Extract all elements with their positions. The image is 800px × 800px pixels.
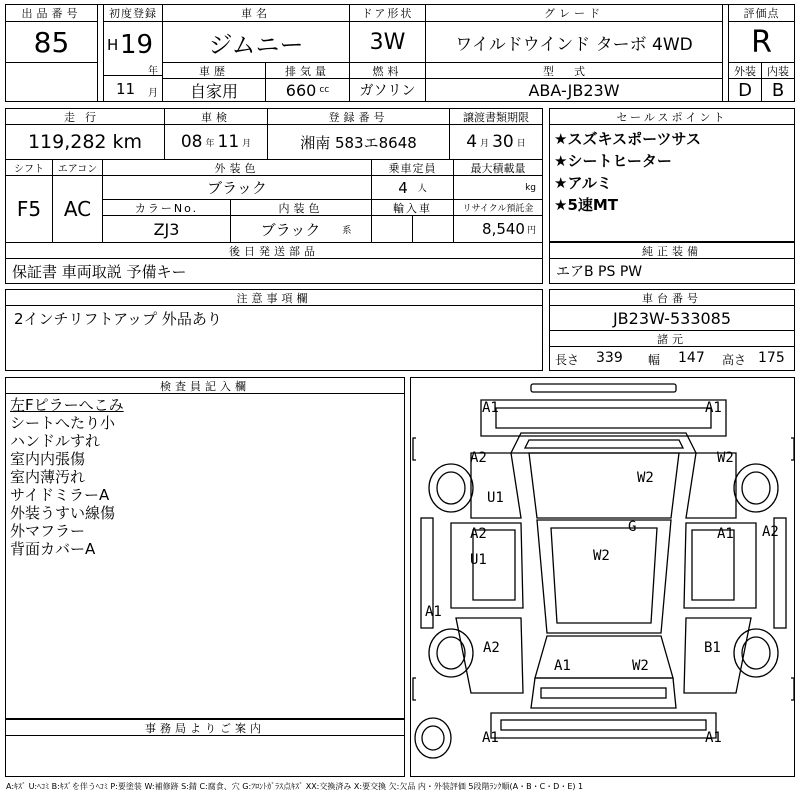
genuine-equipment: エアB PS PW	[549, 258, 795, 284]
car-diagram	[410, 377, 795, 777]
transfer-month-unit: 月	[480, 138, 490, 149]
damage-mark: A1	[425, 604, 442, 620]
lot-no: 85	[5, 21, 98, 63]
int-color-label: 内装色	[230, 199, 372, 216]
plate-number: 湘南 583エ8648	[267, 124, 450, 160]
damage-mark: W2	[593, 548, 610, 564]
color-label: 外装色	[102, 159, 372, 176]
first-reg-box	[103, 21, 163, 102]
damage-mark: A2	[470, 526, 487, 542]
score-label: 評価点	[728, 4, 795, 22]
inspector-note: ハンドルすれ	[10, 432, 101, 450]
era: H	[107, 36, 119, 54]
recycle-box	[453, 215, 543, 243]
transfer-label: 譲渡書類期限	[449, 108, 543, 125]
color: ブラック	[102, 175, 372, 200]
damage-mark: W2	[637, 470, 654, 486]
color-no-label: カラーNo.	[102, 199, 231, 216]
reg-month-unit: 月	[148, 88, 158, 99]
transfer-month: 4	[466, 132, 478, 152]
damage-mark: A2	[483, 640, 500, 656]
car-name-label: 車名	[162, 4, 350, 22]
door-type: 3W	[349, 21, 426, 63]
width-label: 幅	[648, 353, 661, 367]
dims-box	[549, 346, 795, 371]
inspector-box	[5, 393, 405, 719]
interior-grade: B	[761, 78, 795, 102]
import-box	[371, 215, 413, 243]
sales-point: ★スズキスポーツサス	[554, 130, 701, 148]
sales-point: ★アルミ	[554, 174, 612, 192]
chassis-label: 車台番号	[549, 289, 795, 306]
score: R	[728, 21, 795, 63]
capacity-box	[371, 175, 454, 200]
damage-mark: U1	[487, 490, 504, 506]
height-label: 高さ	[722, 353, 747, 367]
damage-mark: A1	[482, 400, 499, 416]
recycle-label: リサイクル預託金	[453, 199, 543, 216]
history-label: 車歴	[162, 62, 266, 79]
mileage: 119,282	[27, 131, 107, 153]
inspector-note: 背面カバーA	[10, 540, 96, 558]
history: 自家用	[162, 78, 266, 102]
import-label: 輸入車	[371, 199, 454, 216]
sales-points-label: セールスポイント	[549, 108, 795, 125]
office-label: 事務局よりご案内	[5, 719, 405, 736]
recycle-unit: 円	[526, 225, 536, 236]
chassis-number: JB23W-533085	[549, 305, 795, 331]
inspector-label: 検査員記入欄	[5, 377, 405, 394]
damage-mark: B1	[704, 640, 721, 656]
inspection-box	[164, 124, 268, 160]
legend: A:ｷｽﾞ U:ﾍｺﾐ B:ｷｽﾞを伴うﾍｺﾐ P:要塗装 W:補修跡 S:錆 C:腐食、穴 G:ﾌﾛﾝﾄｶﾞﾗｽ点ｷｽﾞ XX:交換済み X:要交換 欠:欠品 内・外装評価 5段階ﾗﾝｸ順(A・B・C・D・E) 1	[6, 782, 584, 791]
damage-mark: A1	[705, 400, 722, 416]
grade: ワイルドウインド ターボ 4WD	[425, 21, 723, 63]
reg-year: 19	[120, 30, 154, 60]
exterior-label: 外装	[728, 62, 762, 79]
damage-mark: G	[628, 519, 637, 535]
load-label: 最大積載量	[453, 159, 543, 176]
mileage-unit: km	[112, 131, 143, 153]
displacement-unit: cc	[319, 85, 330, 95]
transfer-day: 30	[492, 132, 514, 152]
dims-label: 諸元	[549, 330, 795, 347]
caution-text: 2インチリフトアップ 外品あり	[14, 310, 222, 328]
lot-no-label: 出品番号	[5, 4, 98, 22]
displacement-box	[265, 78, 350, 102]
inspector-note: 左Fピラーへこみ	[10, 396, 124, 414]
capacity: 4	[398, 178, 408, 197]
inspector-note: サイドミラーA	[10, 486, 110, 504]
inspector-note: シートへたり小	[10, 414, 116, 432]
displacement: 660	[285, 80, 317, 100]
fuel: ガソリン	[349, 78, 426, 102]
ac-label: エアコン	[52, 159, 103, 176]
int-color-unit: 系	[342, 225, 352, 236]
fuel-label: 燃料	[349, 62, 426, 79]
office-box	[5, 735, 405, 777]
caution-label: 注意事項欄	[5, 289, 543, 306]
inspector-note: 室内薄汚れ	[10, 468, 86, 486]
length: 339	[596, 350, 623, 366]
damage-mark: U1	[470, 552, 487, 568]
insp-year: 08	[180, 132, 203, 152]
grade-label: グレード	[425, 4, 723, 22]
exterior-grade: D	[728, 78, 762, 102]
interior-label: 内装	[761, 62, 795, 79]
reg-month: 11	[116, 80, 136, 98]
inspector-note: 外装うすい線傷	[10, 504, 116, 522]
capacity-unit: 人	[417, 184, 427, 194]
model: ABA-JB23W	[425, 78, 723, 102]
model-label: 型式	[425, 62, 723, 79]
sales-point: ★シートヒーター	[554, 152, 672, 170]
inspector-note: 外マフラー	[10, 522, 86, 540]
displacement-label: 排気量	[265, 62, 350, 79]
int-color-box	[230, 215, 372, 243]
first-reg-label: 初度登録	[103, 4, 163, 22]
damage-mark: A2	[762, 524, 779, 540]
import-box-2	[412, 215, 454, 243]
reg-year-unit: 年	[148, 66, 158, 77]
load-unit: kg	[525, 182, 536, 193]
load-box	[453, 175, 543, 200]
height: 175	[758, 350, 785, 366]
damage-mark: A1	[482, 730, 499, 746]
lot-no-blank	[5, 62, 98, 102]
damage-mark: A1	[717, 526, 734, 542]
shift-label: シフト	[5, 159, 53, 176]
plate-label: 登録番号	[267, 108, 450, 125]
transfer-day-unit: 日	[516, 138, 526, 149]
color-no: ZJ3	[102, 215, 231, 243]
later-parts-label: 後日発送部品	[5, 242, 543, 259]
insp-month: 11	[217, 132, 240, 152]
shift: F5	[5, 175, 53, 243]
damage-mark: W2	[632, 658, 649, 674]
sales-points-box	[549, 124, 795, 242]
width: 147	[678, 350, 705, 366]
later-parts: 保証書 車両取説 予備キー	[5, 258, 543, 284]
car-name: ジムニー	[162, 21, 350, 63]
damage-mark: A1	[705, 730, 722, 746]
insp-year-unit: 年	[205, 138, 215, 149]
caution-box	[5, 305, 543, 371]
damage-mark: A1	[554, 658, 571, 674]
int-color: ブラック	[260, 220, 321, 239]
inspection-label: 車検	[164, 108, 268, 125]
door-label: ドア形状	[349, 4, 426, 22]
damage-mark: W2	[717, 450, 734, 466]
mileage-box	[5, 124, 165, 160]
damage-mark: A2	[470, 450, 487, 466]
length-label: 長さ	[555, 353, 580, 367]
insp-month-unit: 月	[242, 138, 252, 149]
inspector-note: 室内内張傷	[10, 450, 86, 468]
sales-point: ★5速MT	[554, 196, 619, 214]
genuine-label: 純正装備	[549, 242, 795, 259]
capacity-label: 乗車定員	[371, 159, 454, 176]
car-outline	[411, 378, 795, 777]
transfer-box	[449, 124, 543, 160]
ac: AC	[52, 175, 103, 243]
mileage-label: 走行	[5, 108, 165, 125]
recycle: 8,540	[482, 220, 525, 238]
